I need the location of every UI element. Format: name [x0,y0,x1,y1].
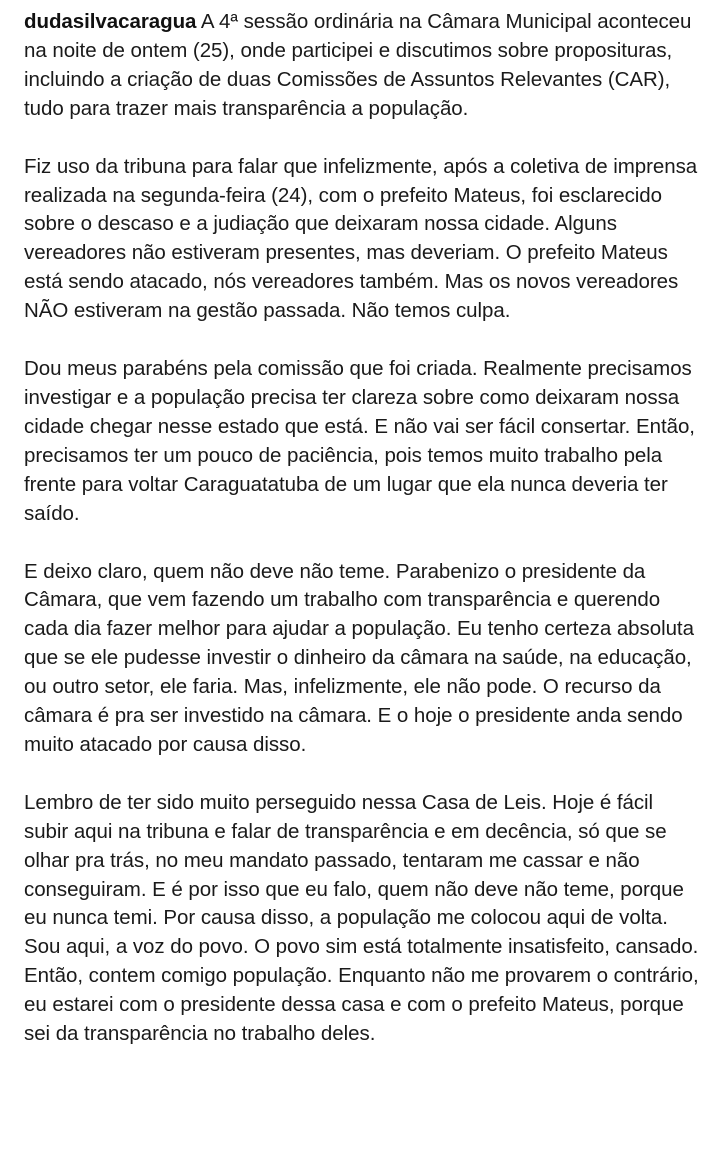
caption-paragraph-2: Fiz uso da tribuna para falar que infelizmente, após a coletiva de imprensa realizada na segunda-feira (24), com o prefeito Mateus, foi esclarecido sobre o descaso e a judiação que deixaram nossa cidade. Alguns vereadores não estiveram presentes, mas deveriam. O prefeito Mateus está sendo atacado, nós vereadores também. Mas os novos vereadores NÃO estiveram na gestão passada. Não temos culpa. [24,154,698,323]
username-link[interactable]: dudasilvacaragua [24,10,197,33]
caption-paragraph-3: Dou meus parabéns pela comissão que foi criada. Realmente precisamos investigar e a população precisa ter clareza sobre como deixaram nossa cidade chegar nesse estado que está. E não vai ser fácil consertar. Então, precisamos ter um pouco de paciência, pois temos muito trabalho pela frente para voltar Caraguatatuba de um lugar que ela nunca deveria ter saído. [24,357,695,525]
caption-paragraph-4: E deixo claro, quem não deve não teme. Parabenizo o presidente da Câmara, que vem fazendo um trabalho com transparência e querendo cada dia fazer melhor para ajudar a população. Eu tenho certeza absoluta que se ele pudesse investir o dinheiro da câmara na saúde, na educação, ou outro setor, ele faria. Mas, infelizmente, ele não pode. O recurso da câmara é pra ser investido na câmara. E o hoje o presidente anda sendo muito atacado por causa disso. [24,559,694,756]
caption-paragraph-1 [24,8,700,124]
caption-paragraph-5: Lembro de ter sido muito perseguido nessa Casa de Leis. Hoje é fácil subir aqui na tribuna e falar de transparência e em decência, só que se olhar pra trás, no meu mandato passado, tentaram me cassar e não conseguiram. E é por isso que eu falo, quem não deve não teme, porque eu nunca temi. Por causa disso, a população me colocou aqui de volta. Sou aqui, a voz do povo. O povo sim está totalmente insatisfeito, cansado. Então, contem comigo população. Enquanto não me provarem o contrário, eu estarei com o presidente dessa casa e com o prefeito Mateus, porque sei da transparência no trabalho deles. [24,790,699,1046]
caption-text: A 4ª sessão ordinária na Câmara Municipal aconteceu na noite de ontem (25), onde participei e discutimos sobre proposituras, incluindo a criação de duas Comissões de Assuntos Relevantes (CAR), tudo para trazer mais transparência a população. [24,10,692,120]
